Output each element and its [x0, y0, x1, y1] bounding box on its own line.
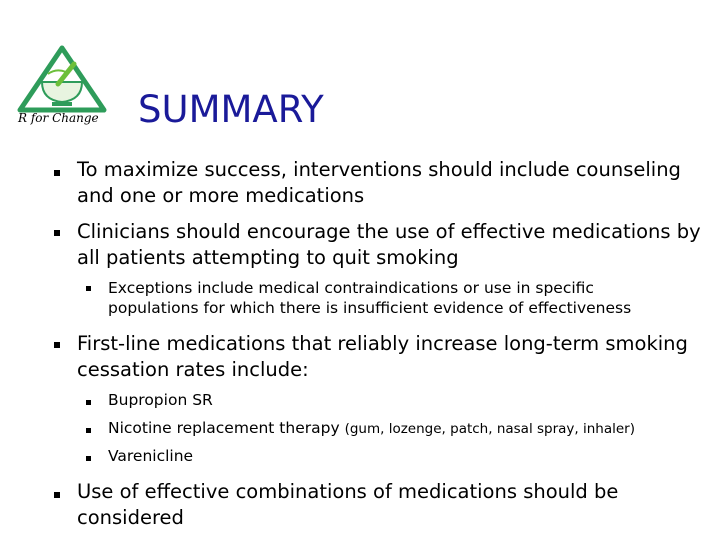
logo-text: R for Change	[18, 111, 99, 125]
bullet-3-line-2: cessation rates include:	[77, 358, 309, 381]
bullet-marker	[54, 230, 60, 236]
bullet-4-line-2: considered	[77, 506, 184, 529]
rx-for-change-logo	[12, 44, 112, 132]
sub-bullet-nrt	[108, 418, 635, 439]
bullet-marker	[54, 492, 60, 498]
page-title: SUMMARY	[138, 88, 324, 131]
sub-bullet-varenicline: Varenicline	[108, 447, 194, 465]
sub-bullet-bupropion: Bupropion SR	[108, 391, 213, 409]
sub-bullet-exceptions-line-2: populations for which there is insufficient evidence of effectiveness	[108, 299, 632, 317]
sub-bullet-marker	[86, 400, 91, 405]
sub-bullet-exceptions-line-1: Exceptions include medical contraindications or use in specific	[108, 279, 594, 297]
sub-bullet-marker	[86, 456, 91, 461]
sub-bullet-nrt-label: Nicotine replacement therapy	[108, 419, 340, 437]
bullet-3-line-1: First-line medications that reliably increase long-term smoking	[77, 332, 688, 355]
sub-bullet-marker	[86, 428, 91, 433]
bullet-marker	[54, 170, 60, 176]
bullet-marker	[54, 342, 60, 348]
bullet-2-line-1: Clinicians should encourage the use of effective medications by	[77, 220, 701, 243]
bullet-1-line-1: To maximize success, interventions should include counseling	[77, 158, 681, 181]
bullet-4-line-1: Use of effective combinations of medications should be	[77, 480, 619, 503]
sub-bullet-marker	[86, 286, 91, 291]
sub-bullet-nrt-forms: (gum, lozenge, patch, nasal spray, inhaler)	[344, 421, 635, 437]
bullet-2-line-2: all patients attempting to quit smoking	[77, 246, 459, 269]
mortar-pestle-icon	[12, 44, 112, 114]
bullet-1-line-2: and one or more medications	[77, 184, 365, 207]
